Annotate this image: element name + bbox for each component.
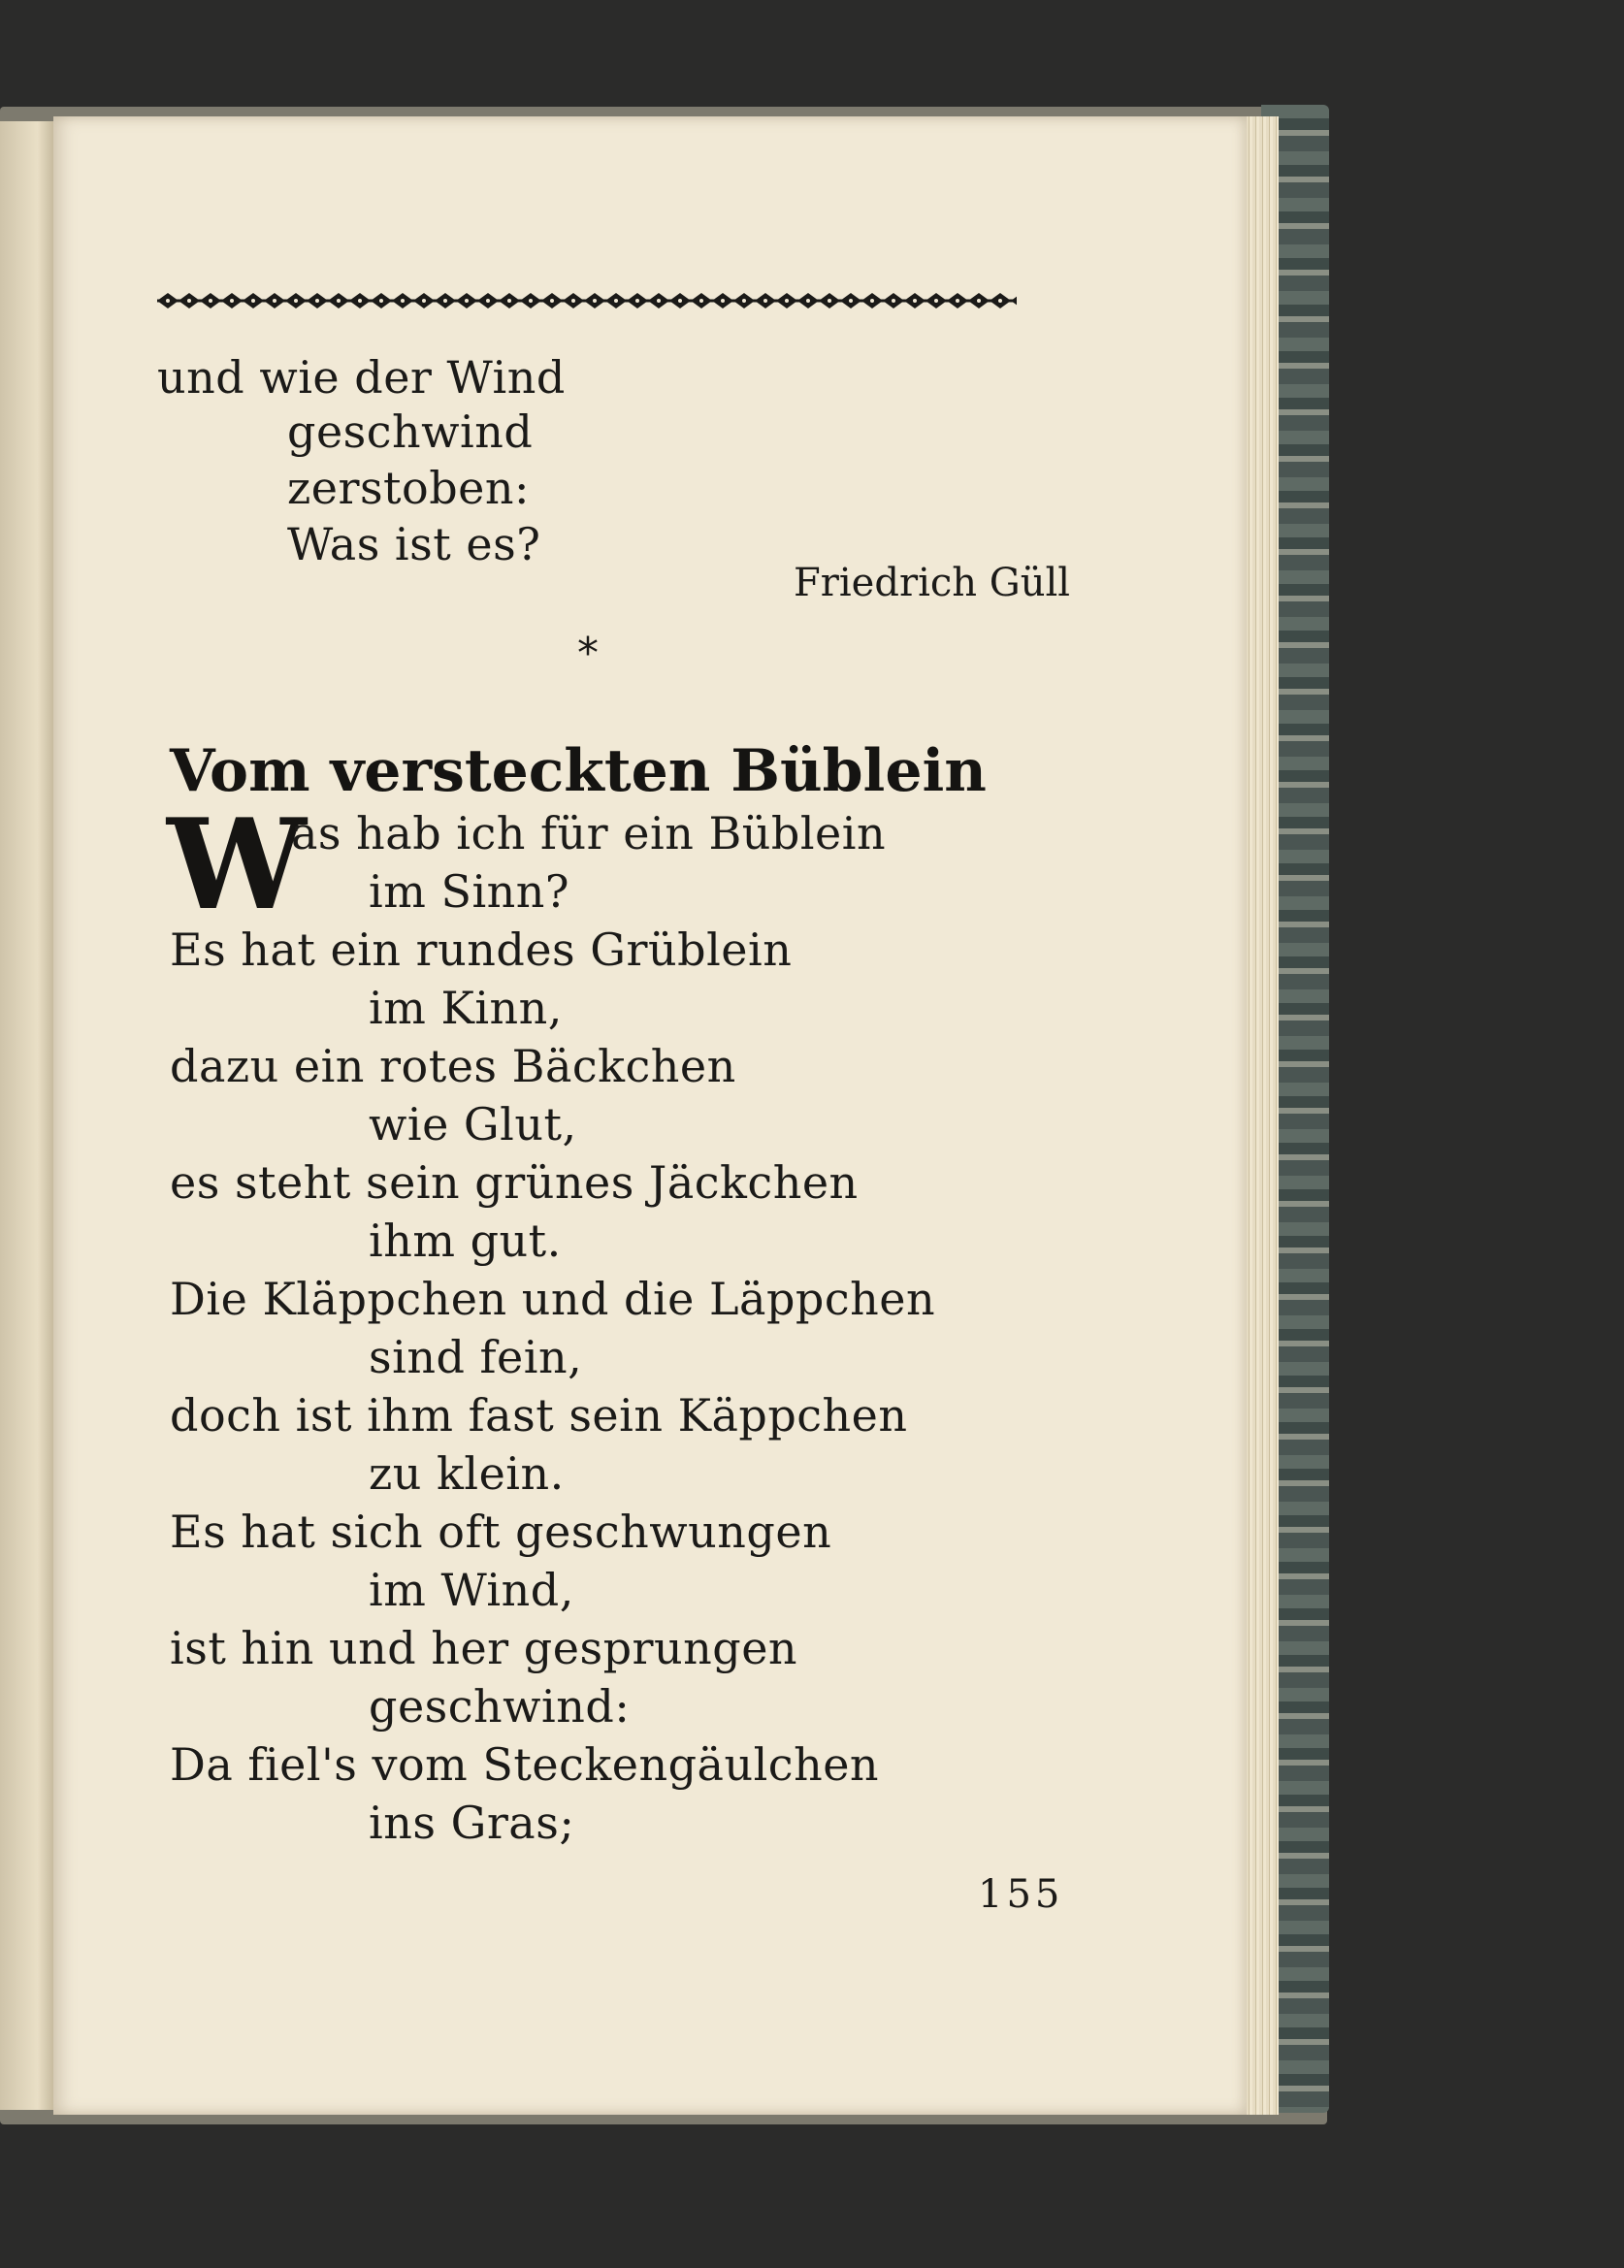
poem-line: Es hat sich oft geschwungen: [170, 1506, 832, 1558]
poem-line: sind fein,: [369, 1331, 583, 1383]
previous-poem-line: zerstoben:: [287, 462, 531, 514]
poem-line: ist hin und her gesprungen: [170, 1622, 798, 1674]
book-page: [53, 116, 1247, 2115]
poem-line: doch ist ihm fast sein Käppchen: [170, 1389, 908, 1442]
author-attribution: Friedrich Güll: [794, 561, 1071, 605]
poem-line: as hab ich für ein Büblein: [291, 807, 887, 859]
poem-line: Es hat ein rundes Grüblein: [170, 923, 793, 976]
poem-line: ihm gut.: [369, 1215, 562, 1267]
poem-line: dazu ein rotes Bäckchen: [170, 1040, 736, 1092]
poem-line: im Sinn?: [369, 865, 570, 918]
poem-line: Da fiel's vom Steckengäulchen: [170, 1738, 880, 1791]
previous-poem-line: geschwind: [287, 405, 534, 458]
poem-line: im Kinn,: [369, 982, 563, 1034]
page-number: 155: [978, 1872, 1064, 1917]
poem-line: geschwind:: [369, 1680, 631, 1733]
ornamental-rule: [157, 289, 1017, 312]
previous-poem-line: und wie der Wind: [157, 351, 566, 404]
poem-title: Vom versteckten Büblein: [170, 737, 987, 805]
poem-line: Die Kläppchen und die Läppchen: [170, 1273, 936, 1325]
poem-line: zu klein.: [369, 1447, 565, 1500]
poem-line: ins Gras;: [369, 1797, 575, 1849]
previous-page-edge: [0, 121, 53, 2110]
poem-line: wie Glut,: [369, 1098, 577, 1150]
section-separator: *: [577, 629, 599, 678]
poem-line: im Wind,: [369, 1564, 574, 1616]
previous-poem-line: Was ist es?: [287, 518, 541, 570]
poem-line: es steht sein grünes Jäckchen: [170, 1156, 859, 1209]
drop-cap: W: [167, 793, 307, 938]
